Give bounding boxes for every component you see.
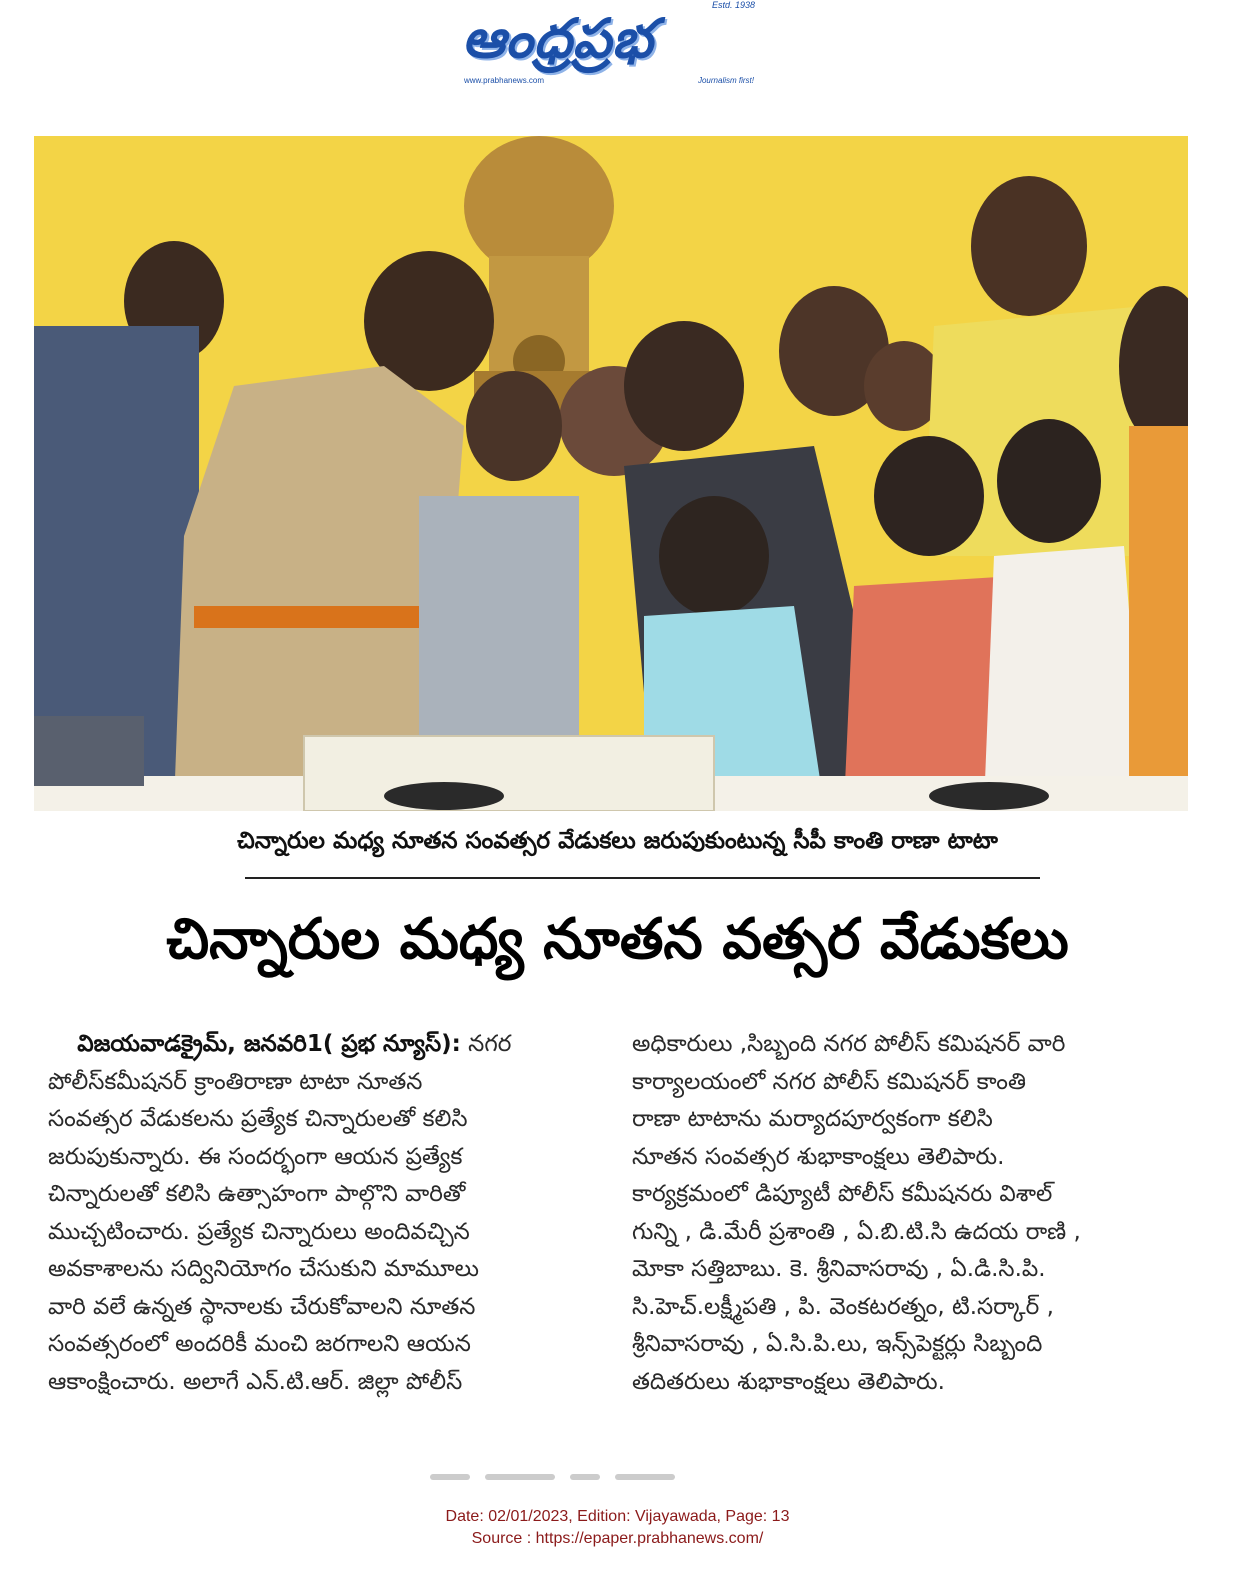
- article-line: పోలీస్‌కమీషనర్ క్రాంతిరాణా టాటా నూతన: [48, 1068, 423, 1095]
- article-line: అవకాశాలను సద్వినియోగం చేసుకుని మామూలు: [48, 1256, 479, 1282]
- cake-graphic: [304, 736, 714, 811]
- article-line: శ్రీనివాసరావు , ఏ.సి.పి.లు, ఇన్స్‌పెక్టర్లు సిబ్బంది: [632, 1331, 1043, 1357]
- masthead-title: ఆంధ్రప్రభ: [462, 6, 654, 70]
- microphone-left: [384, 782, 504, 810]
- article-column-left: [48, 1026, 588, 1401]
- clipped-text-remnant: [430, 1474, 690, 1482]
- footer-date: Date: 02/01/2023, Edition: Vijayawada, Page: 13: [445, 1508, 790, 1525]
- microphone-right: [929, 782, 1049, 810]
- masthead-site: www.prabhanews.com: [464, 76, 545, 85]
- masthead-tagline: Journalism first!: [697, 76, 754, 85]
- article-line: జరుపుకున్నారు. ఈ సందర్భంగా ఆయన ప్రత్యేక: [48, 1143, 463, 1170]
- article-first-rest: నగర: [460, 1031, 512, 1057]
- photo-image: [34, 136, 1188, 811]
- photo-caption: చిన్నారుల మధ్య నూతన సంవత్సర వేడుకలు జరుపుకుంటున్న సీపీ కాంతి రాణా టాటా: [237, 828, 998, 854]
- article-line: కార్యక్రమంలో డిప్యూటీ పోలీస్ కమీషనరు విశాల్: [632, 1181, 1053, 1207]
- article-first-line: [48, 1026, 588, 1064]
- article-line: సి.హెచ్.లక్ష్మీపతి , పి. వెంకటరత్నం, టి.సర్కార్ ,: [632, 1293, 1054, 1320]
- article-line: సంవత్సరంలో అందరికీ మంచి జరగాలని ఆయన: [48, 1331, 471, 1357]
- article-dateline: విజయవాడక్రైమ్, జనవరి1( ప్రభ న్యూస్):: [77, 1031, 461, 1057]
- article-line: కార్యాలయంలో నగర పోలీస్ కమిషనర్ కాంతి: [632, 1068, 1026, 1095]
- article-line: మోకా సత్తిబాబు. కె. శ్రీనివాసరావు , ఏ.డి.సి.పి.: [632, 1256, 1046, 1282]
- article-line: సంవత్సర వేడుకలను ప్రత్యేక చిన్నారులతో కలిసి: [48, 1106, 468, 1132]
- article-line: రాణా టాటాను మర్యాదపూర్వకంగా కలిసి: [632, 1106, 993, 1132]
- article-line: నూతన సంవత్సర శుభాకాంక్షలు తెలిపారు.: [632, 1143, 1005, 1170]
- article-line: వారి వలే ఉన్నత స్థానాలకు చేరుకోవాలని నూతన: [48, 1293, 476, 1320]
- footer-source: Source : https://epaper.prabhanews.com/: [471, 1530, 764, 1547]
- caption-divider: [245, 877, 1040, 879]
- article-line: ఆకాంక్షించారు. అలాగే ఎన్.టి.ఆర్. జిల్లా పోలీస్: [48, 1368, 463, 1395]
- masthead-estd: Estd. 1938: [711, 0, 755, 10]
- page-footer: [0, 1506, 1235, 1550]
- masthead: [440, 0, 780, 92]
- article-line: అధికారులు ,సిబ్బంది నగర పోలీస్ కమిషనర్ వారి: [632, 1031, 1066, 1057]
- article-line: చిన్నారులతో కలిసి ఉత్సాహంగా పాల్గొని వారితో: [48, 1181, 466, 1207]
- article-line: తదితరులు శుభాకాంక్షలు తెలిపారు.: [632, 1368, 945, 1395]
- article-line: ముచ్చటించారు. ప్రత్యేక చిన్నారులు అందివచ్చిన: [48, 1218, 470, 1245]
- article-column-right: [632, 1026, 1172, 1401]
- article-line: గున్ని , డి.మేరీ ప్రశాంతి , ఏ.బి.టి.సి ఉదయ రాణి ,: [632, 1218, 1081, 1245]
- article-headline: చిన్నారుల మధ్య నూతన వత్సర వేడుకలు: [166, 907, 1069, 972]
- news-photo: [34, 136, 1188, 811]
